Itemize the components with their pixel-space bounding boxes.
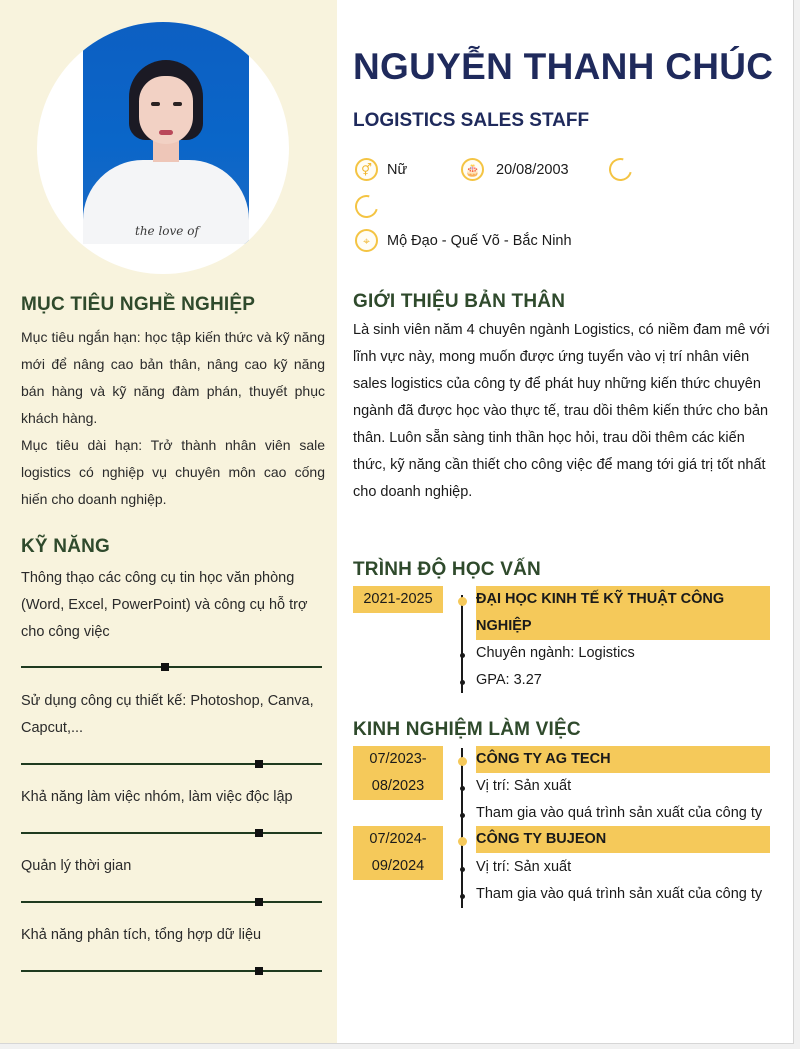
skill-level-marker [255,760,263,768]
objective-long-term: Mục tiêu dài hạn: Trở thành nhân viên sale logistics có nghiệp vụ chuyên môn cao cống hiến cho doanh nghiệp. [21,437,325,507]
birthday-cake-icon: 🎂 [461,158,484,181]
gender-icon: ⚥ [355,158,378,181]
photo-shirt-print: the love of [135,224,199,238]
photo-eye-left [151,102,160,106]
experience-company: CÔNG TY AG TECH [476,746,770,773]
timeline-bullet [460,894,465,899]
gender-value: Nữ [387,162,408,178]
skill-label: Quản lý thời gian [21,858,132,874]
avatar [37,22,289,274]
address-value: Mộ Đạo - Quế Võ - Bắc Ninh [387,233,572,249]
education-heading: TRÌNH ĐỘ HỌC VẤN [353,559,541,580]
timeline-dot [458,837,467,846]
experience-period: 07/2023-08/2023 [353,746,443,800]
skills-heading: KỸ NĂNG [21,536,111,557]
skill-level-marker [161,663,169,671]
objective-short-term: Mục tiêu ngắn hạn: học tập kiến thức và kỹ năng mới để nâng cao bản thân, nâng cao kỹ năng bán hàng và kỹ năng đàm phán, thuyết phục khách hàng. [21,329,325,426]
birthdate-value: 20/08/2003 [496,162,569,178]
skill-level-marker [255,898,263,906]
profile-photo [83,22,249,244]
skill-bar [21,970,322,972]
photo-eye-right [173,102,182,106]
about-heading: GIỚI THIỆU BẢN THÂN [353,291,566,312]
job-title: LOGISTICS SALES STAFF [353,110,590,131]
education-gpa: GPA: 3.27 [476,672,542,688]
email-icon [351,191,382,222]
timeline-line [461,595,463,693]
about-text: Là sinh viên năm 4 chuyên ngành Logistics, có niềm đam mê với lĩnh vực này, mong muốn được ứng tuyển vào vị trí nhân viên sales logistics của công ty để phát huy những kiến thức chuyên ngành đã được học vào thực tế, trau dồi thêm kiến thức cho bản thân. Luôn sẵn sàng tinh thần học hỏi, trau dồi thêm các kiến thức, kỹ năng cần thiết cho công việc để mang tới giá trị tốt nhất cho doanh nghiệp. [353,322,770,500]
objective-heading: MỤC TIÊU NGHỀ NGHIỆP [21,294,256,315]
experience-company: CÔNG TY BUJEON [476,826,770,853]
skill-level-marker [255,967,263,975]
timeline-dot [458,757,467,766]
skill-label: Thông thạo các công cụ tin học văn phòng (Word, Excel, PowerPoint) và công cụ hỗ trợ cho công việc [21,570,308,640]
timeline-bullet [460,867,465,872]
skill-label: Khả năng làm việc nhóm, làm việc độc lập [21,789,293,805]
timeline-line [461,748,463,908]
phone-icon [605,154,636,185]
experience-position: Vị trí: Sản xuất [476,778,572,794]
photo-lips [159,130,173,135]
skill-bar [21,901,322,903]
timeline-bullet [460,680,465,685]
education-major: Chuyên ngành: Logistics [476,645,635,661]
experience-position: Vị trí: Sản xuất [476,859,572,875]
timeline-bullet [460,813,465,818]
location-map-icon: ⌖ [355,229,378,252]
skill-bar [21,832,322,834]
timeline-bullet [460,653,465,658]
skill-label: Khả năng phân tích, tổng hợp dữ liệu [21,927,262,943]
candidate-name: NGUYỄN THANH CHÚC [353,46,774,87]
experience-heading: KINH NGHIỆM LÀM VIỆC [353,719,581,740]
timeline-bullet [460,786,465,791]
skill-bar [21,666,322,668]
timeline-dot [458,597,467,606]
skill-label: Sử dụng công cụ thiết kế: Photoshop, Canva, Capcut,... [21,693,314,736]
education-school: ĐẠI HỌC KINH TẾ KỸ THUẬT CÔNG NGHIỆP [476,586,770,640]
experience-period: 07/2024-09/2024 [353,826,443,880]
sidebar [0,0,337,1043]
skill-level-marker [255,829,263,837]
experience-description: Tham gia vào quá trình sản xuất của công ty [476,886,763,902]
skill-bar [21,763,322,765]
education-period: 2021-2025 [353,586,443,613]
experience-description: Tham gia vào quá trình sản xuất của công ty [476,805,763,821]
